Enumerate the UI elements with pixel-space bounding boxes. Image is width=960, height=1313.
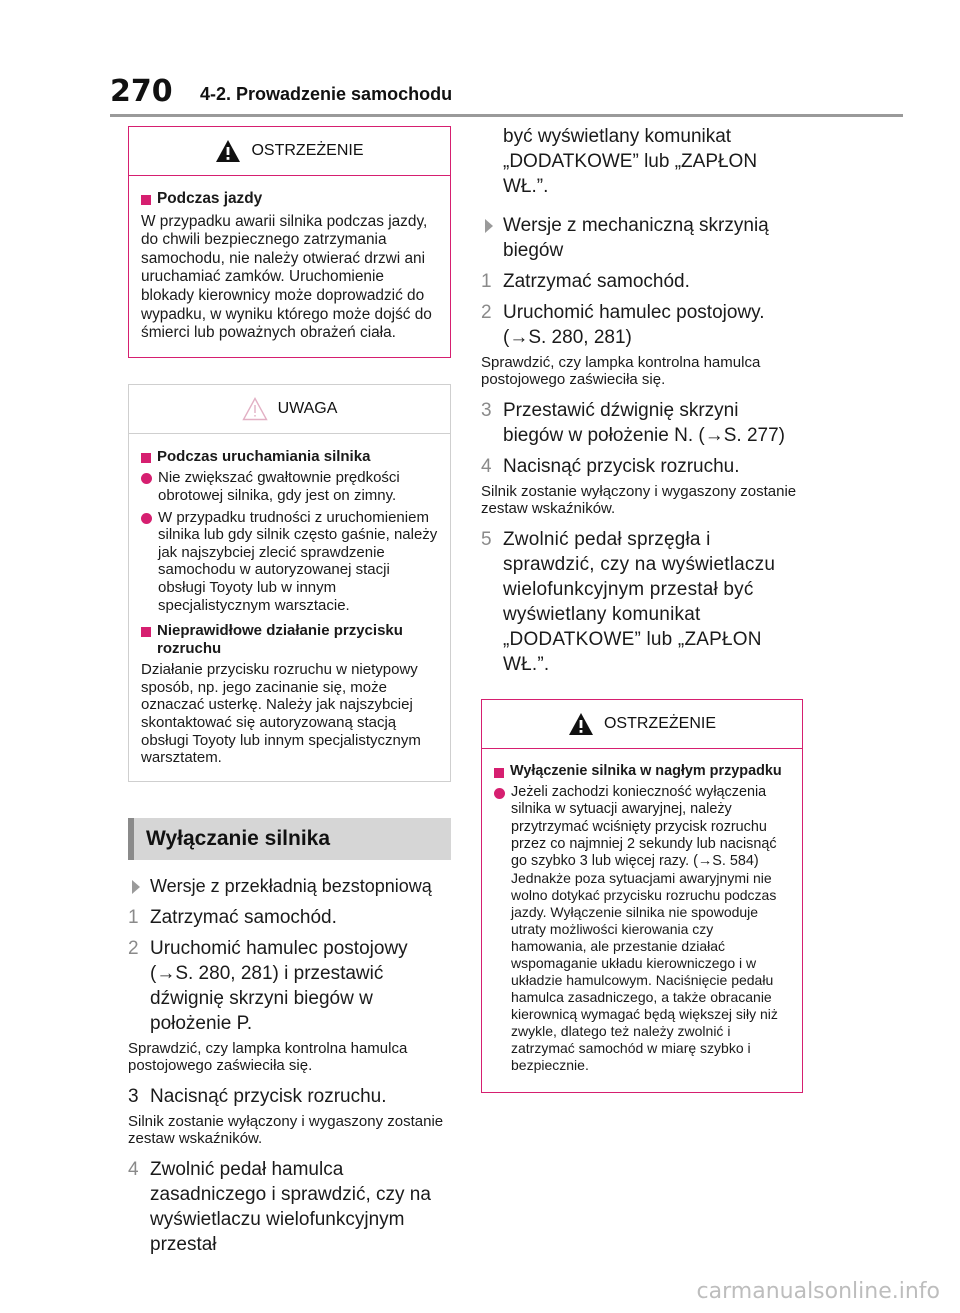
- variant-heading-cvt: Wersje z przekładnią bezstopniową: [128, 874, 451, 899]
- square-bullet-icon: [141, 453, 151, 463]
- page-number: 270: [110, 74, 173, 109]
- warning-box-header: [129, 127, 450, 176]
- square-bullet-icon: [141, 195, 151, 205]
- step-5: 5 Zwolnić pedał sprzęgła i sprawdzić, czy na wyświetlaczu wielofunkcyjnym przestał być wyświetlany komunikat „DODATKOWE” lub „ZAPŁON WŁ.”.: [481, 529, 776, 675]
- section-band-engine-off: Wyłączanie silnika: [128, 818, 451, 860]
- section-title: 4-2. Prowadzenie samochodu: [200, 84, 453, 104]
- step-4-continued: być wyświetlany komunikat „DODATKOWE” lub „ZAPŁON WŁ.”.: [503, 126, 758, 197]
- caution-bullet: W przypadku trudności z uruchomieniem silnika lub gdy silnik często gaśnie, należy jak najszybciej zlecić sprawdzenie samochodu w autoryzowanej stacji obsługi Toyoty lub w innym specjalistycznym warsztacie.: [141, 509, 440, 615]
- square-bullet-icon: [494, 768, 504, 778]
- step-1: 1 Zatrzymać samochód.: [128, 906, 337, 928]
- step-4: 4 Zwolnić pedał hamulca zasadniczego i sprawdzić, czy na wyświetlaczu wielofunkcyjnym przestał: [128, 1158, 431, 1255]
- caution-heading-start: Podczas uruchamiania silnika: [141, 448, 440, 466]
- warning-box-title: OSTRZEŻENIE: [603, 715, 716, 732]
- square-bullet-icon: [141, 627, 151, 637]
- caution-text: Działanie przycisku rozruchu w nietypowy sposób, np. jego zacinanie się, może oznaczać usterkę. Należy jak najszybciej skontaktować się autoryzowaną stacją obsługi Toyoty lub innym specjalistycznym warsztatem.: [141, 661, 421, 767]
- round-bullet-icon: [141, 513, 152, 524]
- round-bullet-icon: [141, 473, 152, 484]
- step-4: 4 Nacisnąć przycisk rozruchu.: [481, 456, 740, 477]
- caution-heading-button: Nieprawidłowe działanie przycisku rozruchu: [141, 622, 440, 657]
- caution-box-header: [129, 385, 450, 434]
- caution-box-title: UWAGA: [277, 399, 338, 417]
- caution-box: [128, 384, 451, 782]
- warning-text: W przypadku awarii silnika podczas jazdy, do chwili bezpiecznego zatrzymania samochodu, nie należy otwierać drzwi ani uruchamiać zamków. Uruchomienie blokady kierownicy może doprowadzić do wypadku, w wyniku którego może dojść do śmierci lub poważnych obrażeń ciała.: [141, 212, 432, 342]
- step-4-note: Silnik zostanie wyłączony i wygaszony zostanie zestaw wskaźników.: [481, 483, 797, 517]
- warning-box-driving: [128, 126, 451, 358]
- caution-triangle-icon: [242, 397, 268, 421]
- warning-box-emergency: [481, 699, 803, 1093]
- step-2: 2 Uruchomić hamulec postojowy. (→S. 280, 281): [481, 302, 765, 348]
- caution-bullet: Nie zwiększać gwałtownie prędkości obrotowej silnika, gdy jest on zimny.: [141, 469, 440, 504]
- step-2: 2 Uruchomić hamulec postojowy (→S. 280, 281) i przestawić dźwignię skrzyni biegów w położenie P.: [128, 937, 408, 1034]
- warning-heading: Wyłączenie silnika w nagłym przypadku: [494, 763, 792, 780]
- arrow-right-icon: [132, 880, 140, 894]
- step-2-note: Sprawdzić, czy lampka kontrolna hamulca postojowego zaświeciła się.: [128, 1039, 408, 1074]
- left-column: [128, 126, 451, 1259]
- step-2-note: Sprawdzić, czy lampka kontrolna hamulca postojowego zaświeciła się.: [481, 354, 761, 388]
- watermark: carmanualsonline.info: [696, 1279, 940, 1304]
- step-3: 3 Nacisnąć przycisk rozruchu.: [128, 1085, 387, 1107]
- right-column: [481, 124, 803, 1093]
- warning-heading: Podczas jazdy: [141, 190, 440, 209]
- step-1: 1 Zatrzymać samochód.: [481, 271, 690, 292]
- step-3: 3 Przestawić dźwignię skrzyni biegów w położenie N. (→S. 277): [481, 400, 785, 446]
- warning-box-header: [482, 700, 802, 749]
- header-rule: [110, 114, 903, 117]
- warning-triangle-icon: [215, 139, 241, 163]
- warning-triangle-icon: [568, 712, 594, 736]
- warning-bullet: Jeżeli zachodzi konieczność wyłączenia silnika w sytuacji awaryjnej, należy przytrzymać wciśnięty przycisk rozruchu przez co najmniej 2 sekundy lub nacisnąć go szybko 3 lub więcej razy. (→S. 584) Jednakże poza sytuacjami awaryjnymi nie wolno dotykać przycisku rozruchu podczas jazdy. Wyłączenie silnika nie spowoduje utraty możliwości kierowania czy hamowania, ale przestanie działać wspomaganie układu kierowniczego i w układzie hamulcowym. Naciśnięcie pedału hamulca zasadniczego, a także obracanie kierownicą wymagać będą większej siły niż zwykle, dlatego też należy zwolnić i zatrzymać samochód w miarę szybko i bezpiecznie.: [494, 784, 792, 1074]
- step-3-note: Silnik zostanie wyłączony i wygaszony zostanie zestaw wskaźników.: [128, 1112, 444, 1147]
- variant-heading-manual: Wersje z mechaniczną skrzynią biegów: [481, 213, 803, 263]
- arrow-right-icon: [485, 219, 493, 233]
- warning-box-title: OSTRZEŻENIE: [251, 142, 364, 159]
- round-bullet-icon: [494, 788, 505, 799]
